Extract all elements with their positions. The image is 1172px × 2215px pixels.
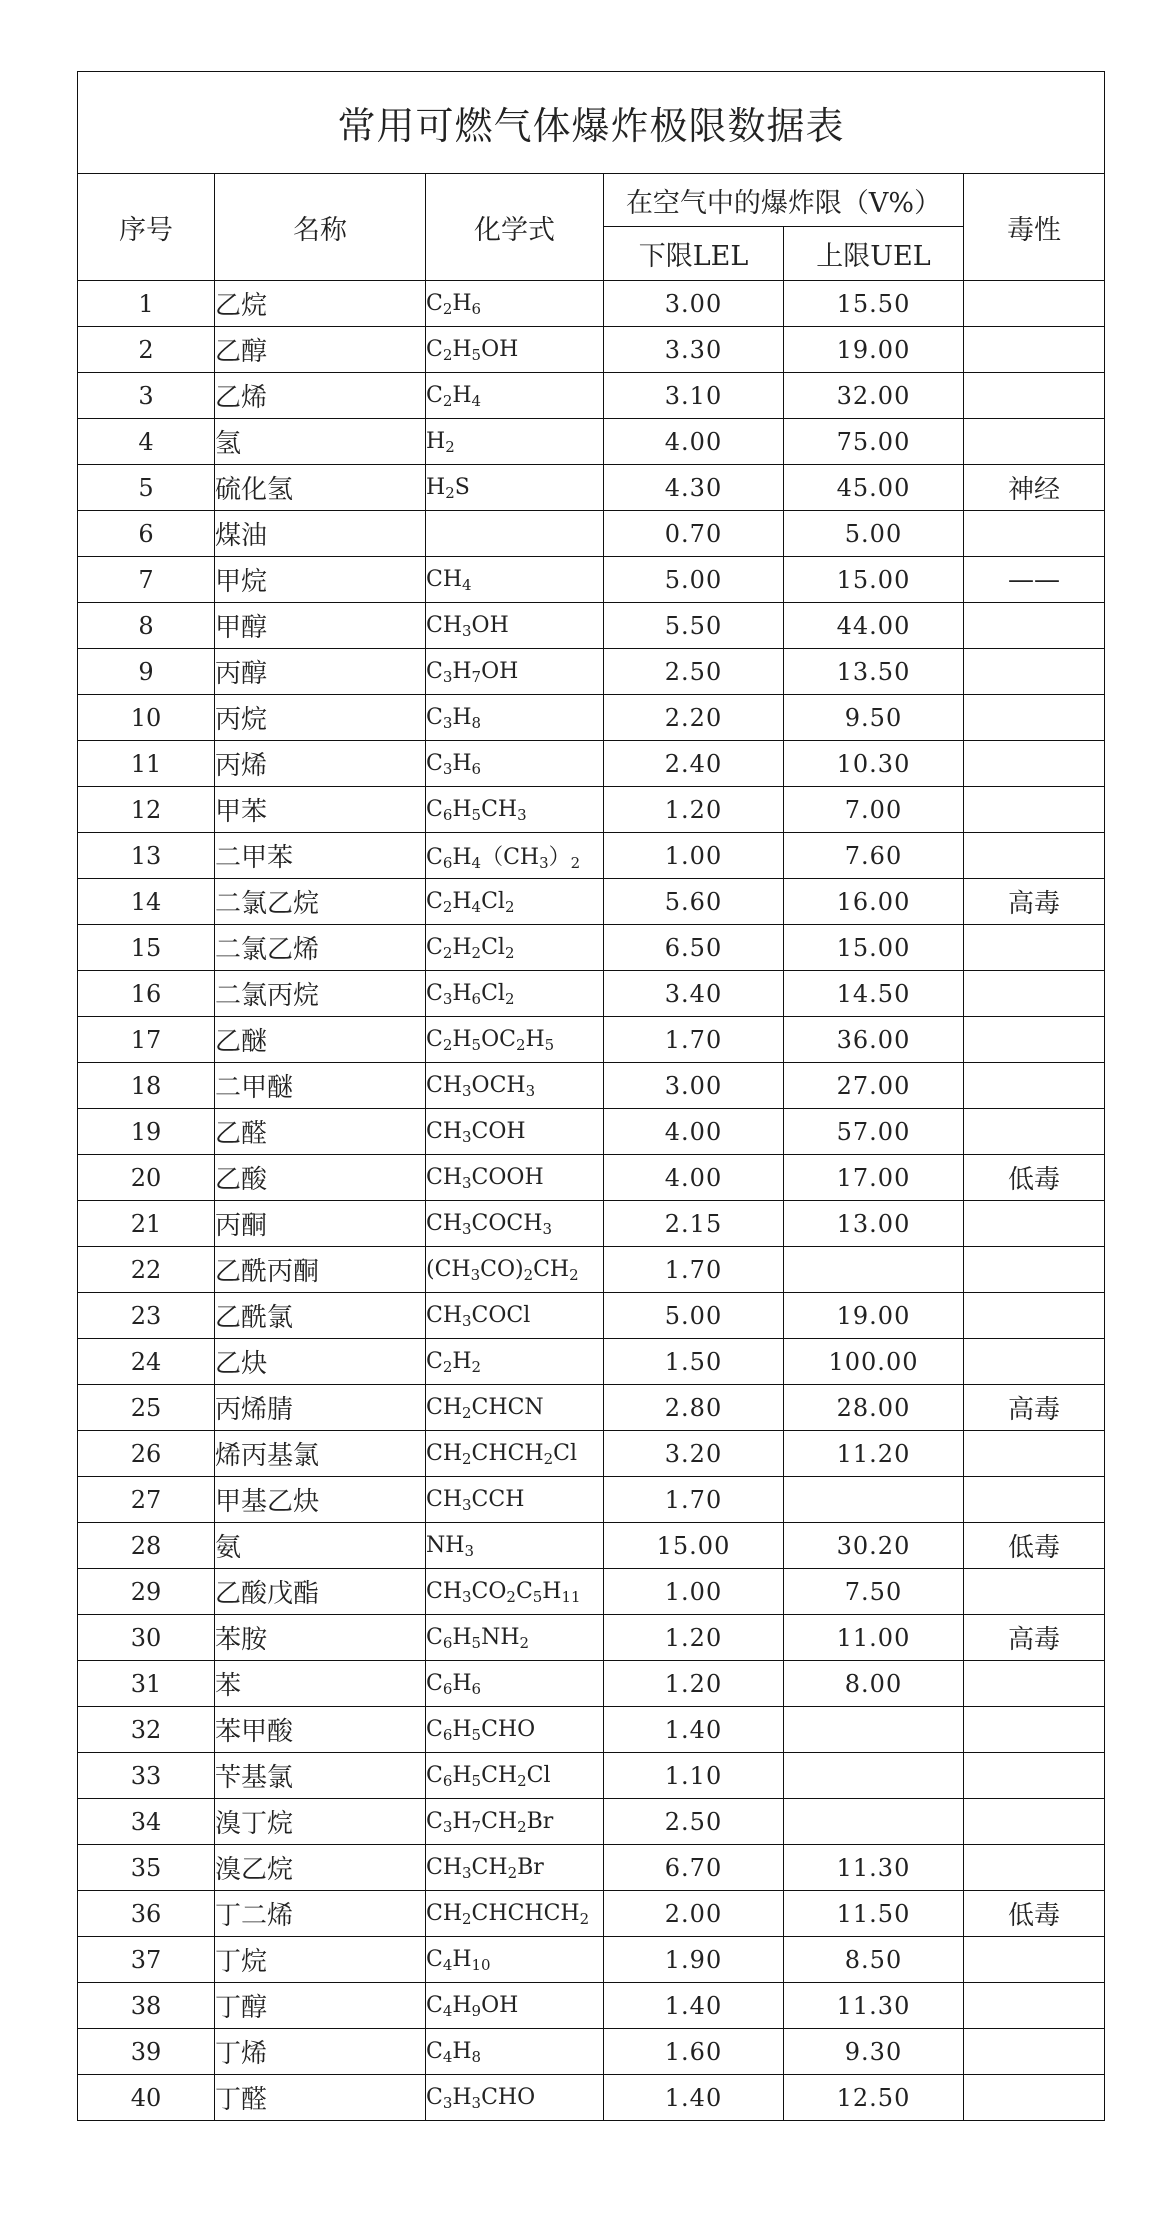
- table-row: [78, 695, 1105, 741]
- row-name: 丁烷: [215, 1937, 426, 1983]
- row-no: 22: [78, 1247, 215, 1293]
- row-uel: 13.50: [784, 649, 964, 695]
- row-formula: $C_3H_7CH_2Br$: [426, 1799, 604, 1845]
- row-formula: $C_3H_8$: [426, 695, 604, 741]
- row-toxicity: 低毒: [964, 1891, 1105, 1937]
- row-formula: $C_3H_6$: [426, 741, 604, 787]
- row-name: 甲基乙炔: [215, 1477, 426, 1523]
- row-formula: $C_2H_4Cl_2$: [426, 879, 604, 925]
- row-lel: 1.40: [604, 1707, 784, 1753]
- row-lel: 4.00: [604, 1155, 784, 1201]
- row-name: 乙烯: [215, 373, 426, 419]
- row-uel: 19.00: [784, 327, 964, 373]
- row-toxicity: [964, 1845, 1105, 1891]
- row-formula: $C_6H_5CHO$: [426, 1707, 604, 1753]
- row-lel: 1.70: [604, 1017, 784, 1063]
- row-lel: 1.10: [604, 1753, 784, 1799]
- row-uel: 8.00: [784, 1661, 964, 1707]
- row-toxicity: [964, 1293, 1105, 1339]
- row-name: 苯胺: [215, 1615, 426, 1661]
- row-lel: 1.60: [604, 2029, 784, 2075]
- row-name: 丁醇: [215, 1983, 426, 2029]
- row-uel: 19.00: [784, 1293, 964, 1339]
- row-no: 27: [78, 1477, 215, 1523]
- row-lel: 1.90: [604, 1937, 784, 1983]
- header-limits-group: 在空气中的爆炸限（V%）: [604, 174, 964, 227]
- row-no: 7: [78, 557, 215, 603]
- row-no: 33: [78, 1753, 215, 1799]
- row-formula: $C_2H_4$: [426, 373, 604, 419]
- row-lel: 6.70: [604, 1845, 784, 1891]
- row-uel: 15.50: [784, 281, 964, 327]
- table-row: [78, 1155, 1105, 1201]
- row-toxicity: [964, 1431, 1105, 1477]
- row-lel: 0.70: [604, 511, 784, 557]
- row-uel: 27.00: [784, 1063, 964, 1109]
- row-no: 13: [78, 833, 215, 879]
- row-toxicity: 神经: [964, 465, 1105, 511]
- header-no: 序号: [78, 174, 215, 281]
- table-row: [78, 1845, 1105, 1891]
- table-row: [78, 1753, 1105, 1799]
- row-no: 30: [78, 1615, 215, 1661]
- row-no: 3: [78, 373, 215, 419]
- row-name: 二甲苯: [215, 833, 426, 879]
- row-formula: $C_3H_7OH$: [426, 649, 604, 695]
- row-name: 二氯乙烯: [215, 925, 426, 971]
- row-no: 35: [78, 1845, 215, 1891]
- row-lel: 2.50: [604, 649, 784, 695]
- row-uel: 15.00: [784, 925, 964, 971]
- row-formula: $C_4H_{10}$: [426, 1937, 604, 1983]
- row-toxicity: [964, 833, 1105, 879]
- row-toxicity: 高毒: [964, 1615, 1105, 1661]
- row-toxicity: [964, 511, 1105, 557]
- row-no: 23: [78, 1293, 215, 1339]
- row-no: 29: [78, 1569, 215, 1615]
- row-toxicity: [964, 1201, 1105, 1247]
- row-toxicity: 高毒: [964, 879, 1105, 925]
- row-name: 乙烷: [215, 281, 426, 327]
- row-formula: $C_2H_6$: [426, 281, 604, 327]
- row-name: 乙醚: [215, 1017, 426, 1063]
- row-formula: $C_2H_5OC_2H_5$: [426, 1017, 604, 1063]
- table-row: [78, 649, 1105, 695]
- row-lel: 2.20: [604, 695, 784, 741]
- row-formula: $CH_3CH_2Br$: [426, 1845, 604, 1891]
- row-lel: 3.20: [604, 1431, 784, 1477]
- row-toxicity: [964, 1339, 1105, 1385]
- row-formula: $CH_2CHCHCH_2$: [426, 1891, 604, 1937]
- row-no: 12: [78, 787, 215, 833]
- row-uel: 57.00: [784, 1109, 964, 1155]
- row-lel: 1.40: [604, 2075, 784, 2121]
- row-name: 丁二烯: [215, 1891, 426, 1937]
- row-no: 32: [78, 1707, 215, 1753]
- row-uel: 15.00: [784, 557, 964, 603]
- row-toxicity: [964, 1477, 1105, 1523]
- explosion-limits-table: [77, 71, 1105, 2121]
- row-lel: 3.30: [604, 327, 784, 373]
- row-name: 氨: [215, 1523, 426, 1569]
- table-row: [78, 2029, 1105, 2075]
- page-title: 常用可燃气体爆炸极限数据表: [78, 72, 1105, 174]
- row-uel: 32.00: [784, 373, 964, 419]
- row-lel: 1.00: [604, 833, 784, 879]
- header-lel: 下限LEL: [604, 227, 784, 281]
- row-lel: 2.15: [604, 1201, 784, 1247]
- row-no: 25: [78, 1385, 215, 1431]
- row-lel: 4.00: [604, 419, 784, 465]
- row-toxicity: [964, 603, 1105, 649]
- table-row: [78, 1937, 1105, 1983]
- table-row: [78, 1109, 1105, 1155]
- row-no: 39: [78, 2029, 215, 2075]
- row-lel: 2.40: [604, 741, 784, 787]
- row-no: 17: [78, 1017, 215, 1063]
- row-no: 8: [78, 603, 215, 649]
- row-name: 乙醇: [215, 327, 426, 373]
- row-no: 40: [78, 2075, 215, 2121]
- row-formula: $CH_3OH$: [426, 603, 604, 649]
- table-row: [78, 1339, 1105, 1385]
- row-name: 丙烯: [215, 741, 426, 787]
- table-row: [78, 971, 1105, 1017]
- table-row: [78, 925, 1105, 971]
- table-row: [78, 1017, 1105, 1063]
- row-toxicity: ——: [964, 557, 1105, 603]
- table-row: [78, 419, 1105, 465]
- table-row: [78, 1477, 1105, 1523]
- table-row: [78, 1891, 1105, 1937]
- row-toxicity: [964, 1569, 1105, 1615]
- row-toxicity: [964, 1753, 1105, 1799]
- row-name: 溴丁烷: [215, 1799, 426, 1845]
- row-name: 乙炔: [215, 1339, 426, 1385]
- row-lel: 3.00: [604, 1063, 784, 1109]
- row-uel: 17.00: [784, 1155, 964, 1201]
- row-toxicity: [964, 1063, 1105, 1109]
- row-formula: $CH_3COCH_3$: [426, 1201, 604, 1247]
- row-formula: $CH_4$: [426, 557, 604, 603]
- row-formula: $H_2$: [426, 419, 604, 465]
- table-row: [78, 1247, 1105, 1293]
- row-uel: 10.30: [784, 741, 964, 787]
- row-name: 二甲醚: [215, 1063, 426, 1109]
- row-formula: $(CH_3CO)_2CH_2$: [426, 1247, 604, 1293]
- row-lel: 1.20: [604, 787, 784, 833]
- row-name: 丙烯腈: [215, 1385, 426, 1431]
- header-formula: 化学式: [426, 174, 604, 281]
- row-toxicity: [964, 419, 1105, 465]
- row-uel: 14.50: [784, 971, 964, 1017]
- header-name: 名称: [215, 174, 426, 281]
- table-row: [78, 1201, 1105, 1247]
- row-uel: 5.00: [784, 511, 964, 557]
- row-no: 19: [78, 1109, 215, 1155]
- row-lel: 5.00: [604, 557, 784, 603]
- table-row: [78, 373, 1105, 419]
- row-no: 6: [78, 511, 215, 557]
- row-no: 24: [78, 1339, 215, 1385]
- row-name: 乙酸戊酯: [215, 1569, 426, 1615]
- row-uel: 13.00: [784, 1201, 964, 1247]
- row-formula: $C_2H_2$: [426, 1339, 604, 1385]
- row-toxicity: [964, 1983, 1105, 2029]
- table-row: [78, 1293, 1105, 1339]
- row-no: 15: [78, 925, 215, 971]
- row-name: 乙醛: [215, 1109, 426, 1155]
- row-lel: 1.20: [604, 1615, 784, 1661]
- row-formula: $C_3H_6Cl_2$: [426, 971, 604, 1017]
- table-row: [78, 1431, 1105, 1477]
- row-no: 26: [78, 1431, 215, 1477]
- row-no: 38: [78, 1983, 215, 2029]
- row-uel: 11.20: [784, 1431, 964, 1477]
- row-name: 丙酮: [215, 1201, 426, 1247]
- row-toxicity: [964, 1799, 1105, 1845]
- table-body: [78, 281, 1105, 2121]
- row-uel: 36.00: [784, 1017, 964, 1063]
- header-toxicity: 毒性: [964, 174, 1105, 281]
- row-no: 5: [78, 465, 215, 511]
- row-no: 21: [78, 1201, 215, 1247]
- row-lel: 5.60: [604, 879, 784, 925]
- row-formula: $C_4H_8$: [426, 2029, 604, 2075]
- row-formula: $CH_3CCH$: [426, 1477, 604, 1523]
- row-no: 36: [78, 1891, 215, 1937]
- row-uel: 28.00: [784, 1385, 964, 1431]
- row-lel: 4.00: [604, 1109, 784, 1155]
- table-row: [78, 1523, 1105, 1569]
- row-toxicity: [964, 1707, 1105, 1753]
- row-no: 4: [78, 419, 215, 465]
- row-formula: $C_6H_5CH_3$: [426, 787, 604, 833]
- row-no: 28: [78, 1523, 215, 1569]
- row-name: 乙酸: [215, 1155, 426, 1201]
- row-uel: 45.00: [784, 465, 964, 511]
- row-no: 14: [78, 879, 215, 925]
- row-uel: 100.00: [784, 1339, 964, 1385]
- row-name: 丙烷: [215, 695, 426, 741]
- row-toxicity: [964, 373, 1105, 419]
- row-formula: $C_3H_3CHO$: [426, 2075, 604, 2121]
- row-uel: 11.00: [784, 1615, 964, 1661]
- row-name: 甲醇: [215, 603, 426, 649]
- table-row: [78, 603, 1105, 649]
- row-name: 丙醇: [215, 649, 426, 695]
- row-toxicity: [964, 1661, 1105, 1707]
- row-toxicity: [964, 2075, 1105, 2121]
- row-name: 硫化氢: [215, 465, 426, 511]
- table-row: [78, 281, 1105, 327]
- row-toxicity: 低毒: [964, 1523, 1105, 1569]
- row-toxicity: [964, 787, 1105, 833]
- row-no: 20: [78, 1155, 215, 1201]
- row-uel: 16.00: [784, 879, 964, 925]
- row-formula: $H_2S$: [426, 465, 604, 511]
- row-uel: 7.60: [784, 833, 964, 879]
- row-name: 烯丙基氯: [215, 1431, 426, 1477]
- row-uel: 7.00: [784, 787, 964, 833]
- row-toxicity: [964, 1109, 1105, 1155]
- table-row: [78, 833, 1105, 879]
- table-row: [78, 1615, 1105, 1661]
- row-formula: $CH_2CHCH_2Cl$: [426, 1431, 604, 1477]
- row-uel: [784, 1753, 964, 1799]
- row-name: 丁烯: [215, 2029, 426, 2075]
- row-lel: 4.30: [604, 465, 784, 511]
- row-lel: 2.50: [604, 1799, 784, 1845]
- row-toxicity: [964, 925, 1105, 971]
- row-formula: $CH_3CO_2C_5H_{11}$: [426, 1569, 604, 1615]
- row-name: 苄基氯: [215, 1753, 426, 1799]
- row-formula: $C_6H_5CH_2Cl$: [426, 1753, 604, 1799]
- row-formula: $C_6H_5NH_2$: [426, 1615, 604, 1661]
- table-row: [78, 741, 1105, 787]
- row-formula: $C_6H_6$: [426, 1661, 604, 1707]
- row-uel: [784, 1707, 964, 1753]
- row-toxicity: [964, 1247, 1105, 1293]
- row-lel: 1.00: [604, 1569, 784, 1615]
- row-no: 34: [78, 1799, 215, 1845]
- row-formula: $NH_3$: [426, 1523, 604, 1569]
- table-row: [78, 1063, 1105, 1109]
- table-row: [78, 1385, 1105, 1431]
- row-uel: 11.50: [784, 1891, 964, 1937]
- row-formula: [426, 511, 604, 557]
- row-lel: 1.40: [604, 1983, 784, 2029]
- row-lel: 2.80: [604, 1385, 784, 1431]
- row-formula: $CH_3COCl$: [426, 1293, 604, 1339]
- row-formula: $CH_3COH$: [426, 1109, 604, 1155]
- row-name: 苯: [215, 1661, 426, 1707]
- row-formula: $C_2H_2Cl_2$: [426, 925, 604, 971]
- row-uel: [784, 1799, 964, 1845]
- row-uel: 44.00: [784, 603, 964, 649]
- table-row: [78, 1707, 1105, 1753]
- row-formula: $CH_2CHCN$: [426, 1385, 604, 1431]
- row-no: 2: [78, 327, 215, 373]
- row-lel: 1.50: [604, 1339, 784, 1385]
- row-no: 31: [78, 1661, 215, 1707]
- row-toxicity: 低毒: [964, 1155, 1105, 1201]
- row-uel: 11.30: [784, 1983, 964, 2029]
- row-uel: [784, 1247, 964, 1293]
- row-toxicity: [964, 1017, 1105, 1063]
- row-toxicity: [964, 327, 1105, 373]
- row-uel: 75.00: [784, 419, 964, 465]
- row-toxicity: [964, 741, 1105, 787]
- row-toxicity: [964, 1937, 1105, 1983]
- row-lel: 5.50: [604, 603, 784, 649]
- row-name: 苯甲酸: [215, 1707, 426, 1753]
- table-row: [78, 1983, 1105, 2029]
- row-formula: $C_6H_4(CH_3)_2$: [426, 833, 604, 879]
- row-uel: 9.30: [784, 2029, 964, 2075]
- row-no: 37: [78, 1937, 215, 1983]
- row-lel: 3.10: [604, 373, 784, 419]
- row-formula: $C_4H_9OH$: [426, 1983, 604, 2029]
- row-no: 11: [78, 741, 215, 787]
- row-name: 氢: [215, 419, 426, 465]
- row-name: 二氯乙烷: [215, 879, 426, 925]
- row-lel: 15.00: [604, 1523, 784, 1569]
- row-lel: 1.20: [604, 1661, 784, 1707]
- row-toxicity: [964, 971, 1105, 1017]
- row-formula: $C_2H_5OH$: [426, 327, 604, 373]
- row-name: 二氯丙烷: [215, 971, 426, 1017]
- row-no: 16: [78, 971, 215, 1017]
- row-name: 乙酰丙酮: [215, 1247, 426, 1293]
- row-uel: 8.50: [784, 1937, 964, 1983]
- row-toxicity: 高毒: [964, 1385, 1105, 1431]
- row-lel: 1.70: [604, 1247, 784, 1293]
- row-uel: 30.20: [784, 1523, 964, 1569]
- row-uel: 9.50: [784, 695, 964, 741]
- table-row: [78, 1661, 1105, 1707]
- row-toxicity: [964, 2029, 1105, 2075]
- row-uel: 11.30: [784, 1845, 964, 1891]
- row-no: 10: [78, 695, 215, 741]
- row-name: 甲烷: [215, 557, 426, 603]
- table-row: [78, 879, 1105, 925]
- row-lel: 5.00: [604, 1293, 784, 1339]
- row-name: 乙酰氯: [215, 1293, 426, 1339]
- row-no: 1: [78, 281, 215, 327]
- row-uel: 7.50: [784, 1569, 964, 1615]
- row-lel: 6.50: [604, 925, 784, 971]
- row-name: 丁醛: [215, 2075, 426, 2121]
- row-name: 溴乙烷: [215, 1845, 426, 1891]
- table-row: [78, 557, 1105, 603]
- table-row: [78, 327, 1105, 373]
- table-row: [78, 1799, 1105, 1845]
- row-lel: 1.70: [604, 1477, 784, 1523]
- row-formula: $CH_3OCH_3$: [426, 1063, 604, 1109]
- row-lel: 3.00: [604, 281, 784, 327]
- header-uel: 上限UEL: [784, 227, 964, 281]
- row-toxicity: [964, 695, 1105, 741]
- table-row: [78, 465, 1105, 511]
- table-row: [78, 2075, 1105, 2121]
- row-toxicity: [964, 649, 1105, 695]
- row-formula: $CH_3COOH$: [426, 1155, 604, 1201]
- row-no: 9: [78, 649, 215, 695]
- row-lel: 3.40: [604, 971, 784, 1017]
- row-name: 煤油: [215, 511, 426, 557]
- row-lel: 2.00: [604, 1891, 784, 1937]
- row-name: 甲苯: [215, 787, 426, 833]
- row-uel: 12.50: [784, 2075, 964, 2121]
- table-row: [78, 787, 1105, 833]
- table-row: [78, 1569, 1105, 1615]
- row-uel: [784, 1477, 964, 1523]
- table-row: [78, 511, 1105, 557]
- row-no: 18: [78, 1063, 215, 1109]
- row-toxicity: [964, 281, 1105, 327]
